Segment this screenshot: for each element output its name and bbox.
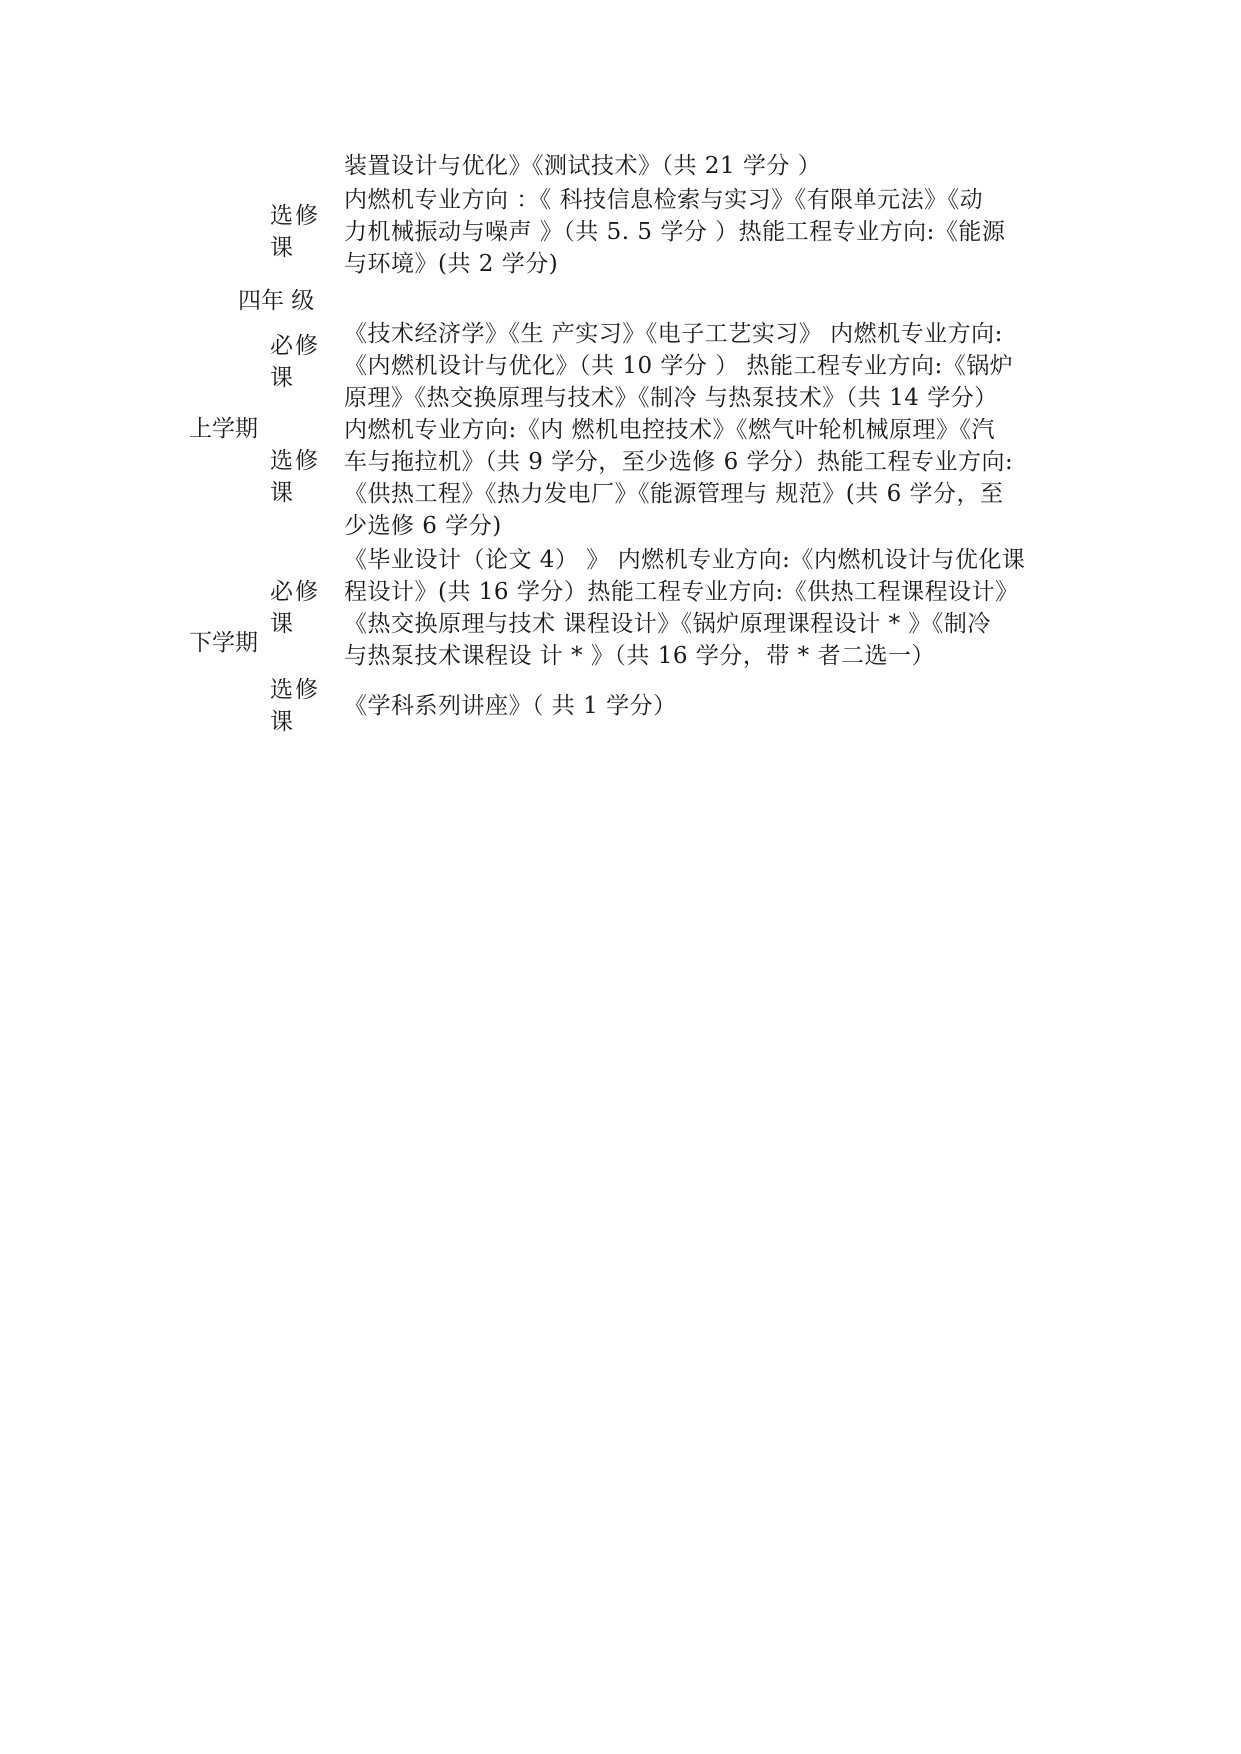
lower-elective-type-label: 选修 <box>270 677 320 703</box>
lower-required-line-4: 与热泵技术课程设 计 * 》（共 16 学分，带 * 者二选一） <box>344 643 935 669</box>
upper-elective-line-4: 少选修 6 学分) <box>344 513 502 539</box>
elective-a-type-label: 选修 <box>270 203 320 229</box>
continuation-line: 装置设计与优化》《测试技术》（共 21 学分 ） <box>344 153 822 179</box>
lower-required-line-1: 《毕业设计（论文 4） 》 内燃机专业方向:《内燃机设计与优化课 <box>344 547 1026 573</box>
lower-required-type-label-2: 课 <box>270 611 295 637</box>
lower-required-line-3: 《热交换原理与技术 课程设计》《锅炉原理课程设计 * 》《制冷 <box>344 611 991 637</box>
upper-elective-type-label-2: 课 <box>270 480 295 506</box>
elective-a-line-1: 内燃机专业方向 ：《 科技信息检索与实习》《有限单元法》《动 <box>344 187 984 213</box>
lower-elective-type-label-2: 课 <box>270 709 295 735</box>
upper-elective-line-3: 《供热工程》《热力发电厂》《能源管理与 规范》(共 6 学分，至 <box>344 481 1004 507</box>
upper-semester-label: 上学期 <box>189 416 258 442</box>
upper-required-type-label-2: 课 <box>270 365 295 391</box>
upper-required-line-1: 《技术经济学》《生 产实习》《电子工艺实习》 内燃机专业方向: <box>344 321 1003 347</box>
elective-a-line-3: 与环境》(共 2 学分) <box>344 251 559 277</box>
upper-required-line-2: 《内燃机设计与优化》（共 10 学分 ） 热能工程专业方向:《锅炉 <box>344 353 1014 379</box>
upper-elective-type-label: 选修 <box>270 448 320 474</box>
lower-elective-line-1: 《学科系列讲座》（ 共 1 学分） <box>344 693 677 719</box>
upper-required-line-3: 原理》《热交换原理与技术》《制冷 与热泵技术》（共 14 学分） <box>344 385 998 411</box>
upper-elective-line-1: 内燃机专业方向:《内 燃机电控技术》《燃气叶轮机械原理》《汽 <box>344 417 996 443</box>
lower-required-type-label: 必修 <box>270 579 320 605</box>
grade-label: 四年 级 <box>238 288 315 314</box>
upper-required-type-label: 必修 <box>270 333 320 359</box>
elective-a-type-label-2: 课 <box>270 235 295 261</box>
upper-elective-line-2: 车与拖拉机》（共 9 学分，至少选修 6 学分）热能工程专业方向: <box>344 449 1014 475</box>
elective-a-line-2: 力机械振动与噪声 》（共 5. 5 学分 ）热能工程专业方向:《能源 <box>344 219 1006 245</box>
lower-required-line-2: 程设计》(共 16 学分）热能工程专业方向:《供热工程课程设计》 <box>344 579 1019 605</box>
lower-semester-label: 下学期 <box>189 630 258 656</box>
